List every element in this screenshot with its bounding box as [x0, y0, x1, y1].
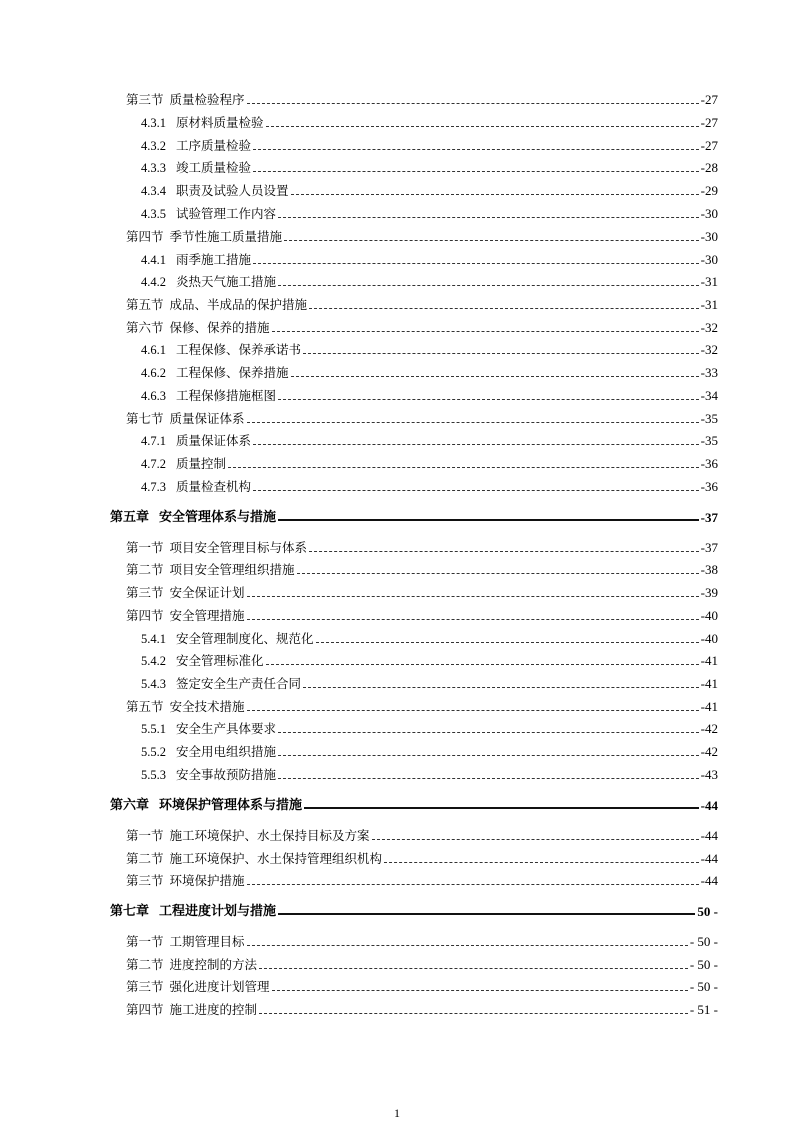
toc-leader-line [278, 912, 695, 915]
toc-entry-page: -44 [700, 873, 718, 888]
toc-entry-page: -33 [700, 365, 718, 380]
toc-entry-page: -44 [700, 851, 718, 866]
toc-entry-page: -31 [700, 274, 718, 289]
toc-section-entry[interactable] [126, 88, 718, 108]
toc-subsection-entry[interactable] [141, 717, 718, 737]
toc-entry-page: - 51 - [689, 1002, 718, 1017]
toc-entry-title: 工程保修措施框图 [176, 388, 277, 403]
toc-leader-line [303, 352, 699, 354]
toc-leader-line [253, 489, 699, 491]
toc-entry-page: -44 [700, 798, 718, 813]
toc-entry-title: 工程保修、保养措施 [176, 365, 289, 380]
toc-entry-title: 试验管理工作内容 [176, 206, 277, 221]
toc-section-entry[interactable] [126, 558, 718, 578]
toc-entry-number: 5.4.2 [141, 654, 166, 668]
toc-entry-number: 第二节 [126, 851, 164, 866]
toc-section-entry[interactable] [126, 953, 718, 973]
toc-entry-title: 质量检验程序 [169, 92, 245, 107]
toc-entry-title: 环境保护管理体系与措施 [159, 798, 303, 813]
toc-leader-line [247, 595, 699, 597]
toc-leader-line [297, 572, 699, 574]
toc-leader-line [259, 967, 688, 969]
toc-entry-page: - 50 - [689, 957, 718, 972]
toc-entry-number: 第三节 [126, 92, 164, 107]
toc-entry-number: 5.5.1 [141, 722, 166, 736]
toc-entry-number: 4.6.2 [141, 366, 166, 380]
toc-section-entry[interactable] [126, 225, 718, 245]
toc-section-entry[interactable] [126, 407, 718, 427]
toc-leader-line [253, 262, 699, 264]
toc-entry-title: 炎热天气施工措施 [176, 274, 277, 289]
toc-entry-number: 第五节 [126, 699, 164, 714]
toc-leader-line [272, 989, 688, 991]
page-number: 1 [394, 1106, 400, 1120]
toc-entry-number: 第一节 [126, 934, 164, 949]
toc-entry-number: 第四节 [126, 608, 164, 623]
toc-entry-page: -39 [700, 585, 718, 600]
toc-entry-title: 安全事故预防措施 [176, 767, 277, 782]
toc-section-entry[interactable] [126, 998, 718, 1018]
toc-entry-number: 4.7.3 [141, 480, 166, 494]
toc-entry-number: 第三节 [126, 585, 164, 600]
toc-subsection-entry[interactable] [141, 134, 718, 154]
toc-entry-number: 4.3.3 [141, 161, 166, 175]
toc-leader-line [284, 239, 699, 241]
toc-entry-page: -32 [700, 342, 718, 357]
toc-entry-page: -30 [700, 206, 718, 221]
toc-entry-page: -31 [700, 297, 718, 312]
toc-subsection-entry[interactable] [141, 202, 718, 222]
toc-leader-line [304, 806, 699, 809]
toc-entry-title: 安全管理制度化、规范化 [176, 631, 314, 646]
toc-leader-line [303, 686, 699, 688]
toc-entry-number: 4.4.1 [141, 253, 166, 267]
toc-entry-title: 竣工质量检验 [176, 160, 252, 175]
toc-chapter-entry[interactable] [110, 794, 718, 814]
toc-entry-title: 安全技术措施 [169, 699, 245, 714]
toc-entry-number: 4.7.1 [141, 434, 166, 448]
toc-entry-number: 第三节 [126, 979, 164, 994]
toc-subsection-entry[interactable] [141, 763, 718, 783]
toc-leader-line [278, 518, 699, 521]
toc-leader-line [247, 709, 699, 711]
toc-entry-number: 第四节 [126, 229, 164, 244]
toc-leader-line [247, 944, 688, 946]
toc-leader-line [228, 466, 699, 468]
toc-subsection-entry[interactable] [141, 179, 718, 199]
toc-entry-title: 雨季施工措施 [176, 252, 252, 267]
toc-leader-line [253, 170, 699, 172]
toc-subsection-entry[interactable] [141, 270, 718, 290]
toc-entry-page: 50 - [697, 904, 718, 919]
toc-section-entry[interactable] [126, 316, 718, 336]
toc-entry-title: 质量保证体系 [169, 411, 245, 426]
toc-leader-line [278, 731, 699, 733]
toc-entry-number: 4.3.1 [141, 116, 166, 130]
toc-subsection-entry[interactable] [141, 452, 718, 472]
toc-entry-page: -34 [700, 388, 718, 403]
toc-entry-number: 第一节 [126, 540, 164, 555]
toc-leader-line [291, 193, 699, 195]
toc-entry-page: - 50 - [689, 979, 718, 994]
toc-section-entry[interactable] [126, 847, 718, 867]
toc-entry-number: 第二节 [126, 562, 164, 577]
toc-section-entry[interactable] [126, 824, 718, 844]
toc-entry-title: 安全保证计划 [169, 585, 245, 600]
toc-entry-title: 成品、半成品的保护措施 [169, 297, 308, 312]
toc-leader-line [253, 148, 699, 150]
toc-entry-title: 签定安全生产责任合同 [176, 676, 302, 691]
toc-entry-number: 5.4.1 [141, 632, 166, 646]
toc-chapter-entry[interactable] [110, 506, 718, 526]
toc-entry-page: -41 [700, 699, 718, 714]
toc-entry-title: 安全用电组织措施 [176, 744, 277, 759]
toc-entry-title: 强化进度计划管理 [169, 979, 270, 994]
toc-entry-number: 4.3.4 [141, 184, 166, 198]
toc-entry-number: 第六节 [126, 320, 164, 335]
toc-section-entry[interactable] [126, 581, 718, 601]
toc-entry-page: -41 [700, 676, 718, 691]
toc-entry-title: 项目安全管理组织措施 [169, 562, 295, 577]
toc-leader-line [272, 330, 699, 332]
toc-leader-line [247, 618, 699, 620]
toc-leader-line [278, 216, 699, 218]
toc-entry-page: -38 [700, 562, 718, 577]
toc-leader-line [278, 398, 699, 400]
toc-leader-line [316, 641, 699, 643]
toc-entry-title: 进度控制的方法 [169, 957, 258, 972]
toc-entry-page: -42 [700, 721, 718, 736]
toc-entry-number: 第四节 [126, 1002, 164, 1017]
toc-section-entry[interactable] [126, 604, 718, 624]
toc-entry-title: 施工环境保护、水土保持管理组织机构 [169, 851, 383, 866]
toc-chapter-entry[interactable] [110, 900, 718, 920]
toc-entry-number: 4.6.3 [141, 389, 166, 403]
toc-entry-title: 安全管理措施 [169, 608, 245, 623]
toc-leader-line [372, 838, 699, 840]
toc-entry-title: 质量检查机构 [176, 479, 252, 494]
toc-entry-title: 质量保证体系 [176, 433, 252, 448]
toc-entry-number: 4.3.2 [141, 139, 166, 153]
toc-leader-line [247, 102, 699, 104]
toc-entry-page: -30 [700, 229, 718, 244]
toc-entry-page: -42 [700, 744, 718, 759]
toc-entry-page: -28 [700, 160, 718, 175]
toc-entry-number: 第七节 [126, 411, 164, 426]
toc-leader-line [291, 375, 699, 377]
toc-entry-number: 4.3.5 [141, 207, 166, 221]
toc-entry-title: 工程保修、保养承诺书 [176, 342, 302, 357]
toc-entry-number: 4.6.1 [141, 343, 166, 357]
toc-entry-page: -36 [700, 479, 718, 494]
toc-leader-line [253, 443, 699, 445]
toc-leader-line [247, 421, 699, 423]
toc-entry-page: -35 [700, 433, 718, 448]
toc-subsection-entry[interactable] [141, 361, 718, 381]
toc-entry-page: -35 [700, 411, 718, 426]
toc-entry-page: -44 [700, 828, 718, 843]
toc-entry-title: 施工环境保护、水土保持目标及方案 [169, 828, 370, 843]
toc-entry-title: 工序质量检验 [176, 138, 252, 153]
toc-entry-page: -37 [700, 540, 718, 555]
toc-leader-line [247, 883, 699, 885]
toc-section-entry[interactable] [126, 536, 718, 556]
toc-subsection-entry[interactable] [141, 627, 718, 647]
toc-subsection-entry[interactable] [141, 156, 718, 176]
toc-subsection-entry[interactable] [141, 111, 718, 131]
toc-entry-page: -40 [700, 608, 718, 623]
toc-entry-title: 保修、保养的措施 [169, 320, 270, 335]
toc-entry-page: -29 [700, 183, 718, 198]
toc-entry-number: 4.4.2 [141, 275, 166, 289]
toc-entry-page: -41 [700, 653, 718, 668]
toc-entry-page: -27 [700, 115, 718, 130]
toc-leader-line [384, 861, 699, 863]
toc-entry-number: 第二节 [126, 957, 164, 972]
toc-section-entry[interactable] [126, 869, 718, 889]
toc-entry-number: 5.5.2 [141, 745, 166, 759]
toc-subsection-entry[interactable] [141, 248, 718, 268]
toc-entry-number: 4.7.2 [141, 457, 166, 471]
toc-entry-number: 第五章 [110, 510, 150, 525]
toc-entry-number: 第六章 [110, 798, 150, 813]
toc-entry-title: 施工进度的控制 [169, 1002, 258, 1017]
toc-subsection-entry[interactable] [141, 384, 718, 404]
toc-leader-line [309, 550, 699, 552]
toc-subsection-entry[interactable] [141, 672, 718, 692]
toc-entry-number: 第三节 [126, 873, 164, 888]
toc-entry-title: 环境保护措施 [169, 873, 245, 888]
toc-entry-title: 季节性施工质量措施 [169, 229, 283, 244]
toc-entry-page: -43 [700, 767, 718, 782]
toc-entry-number: 第五节 [126, 297, 164, 312]
toc-subsection-entry[interactable] [141, 475, 718, 495]
toc-entry-page: -27 [700, 138, 718, 153]
toc-leader-line [278, 284, 699, 286]
toc-entry-title: 工期管理目标 [169, 934, 245, 949]
toc-entry-page: -27 [700, 92, 718, 107]
toc-section-entry[interactable] [126, 293, 718, 313]
toc-entry-page: -37 [700, 510, 718, 525]
toc-subsection-entry[interactable] [141, 740, 718, 760]
toc-section-entry[interactable] [126, 695, 718, 715]
toc-entry-title: 质量控制 [176, 456, 227, 471]
toc-subsection-entry[interactable] [141, 429, 718, 449]
toc-entry-page: -36 [700, 456, 718, 471]
toc-entry-page: - 50 - [689, 934, 718, 949]
toc-leader-line [278, 777, 699, 779]
toc-subsection-entry[interactable] [141, 338, 718, 358]
toc-entry-number: 5.4.3 [141, 677, 166, 691]
toc-entry-title: 安全管理体系与措施 [159, 510, 277, 525]
toc-leader-line [278, 754, 699, 756]
toc-section-entry[interactable] [126, 975, 718, 995]
toc-entry-number: 第七章 [110, 904, 150, 919]
toc-entry-title: 工程进度计划与措施 [159, 904, 277, 919]
toc-leader-line [309, 307, 699, 309]
toc-entry-title: 安全生产具体要求 [176, 721, 277, 736]
toc-entry-page: -32 [700, 320, 718, 335]
toc-entry-title: 原材料质量检验 [176, 115, 264, 130]
toc-entry-page: -30 [700, 252, 718, 267]
toc-entry-title: 职责及试验人员设置 [176, 183, 289, 198]
toc-entry-page: -40 [700, 631, 718, 646]
toc-subsection-entry[interactable] [141, 649, 718, 669]
toc-entry-title: 安全管理标准化 [176, 653, 264, 668]
toc-leader-line [266, 663, 699, 665]
toc-leader-line [259, 1012, 688, 1014]
toc-entry-number: 第一节 [126, 828, 164, 843]
toc-entry-title: 项目安全管理目标与体系 [169, 540, 308, 555]
toc-leader-line [266, 125, 699, 127]
toc-section-entry[interactable] [126, 930, 718, 950]
toc-entry-number: 5.5.3 [141, 768, 166, 782]
